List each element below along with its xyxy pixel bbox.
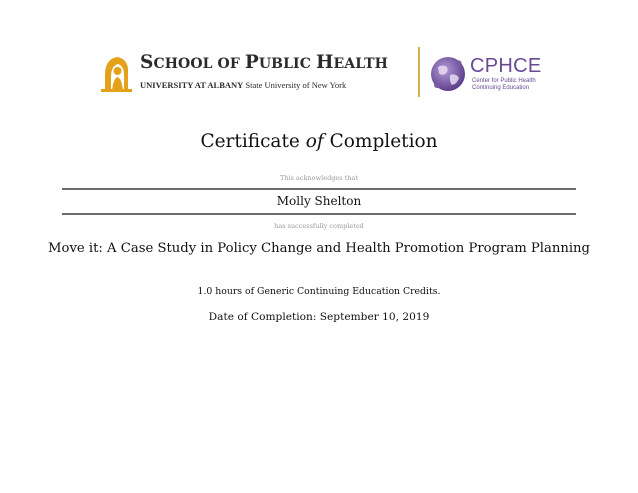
cphce-name: CPHCE: [470, 55, 542, 77]
globe-icon: [429, 55, 467, 93]
university-subtitle: UNIVERSITY AT ALBANY State University of New York: [140, 80, 347, 90]
credits-text: 1.0 hours of Generic Continuing Education Credits.: [197, 286, 441, 297]
completion-date: Date of Completion: September 10, 2019: [208, 311, 430, 323]
completed-text: has successfully completed: [274, 222, 364, 230]
logo-divider: [418, 47, 420, 97]
certificate-title: Certificate of Completion: [200, 131, 438, 152]
logo-bar: [0, 0, 638, 110]
school-of-public-health-title: SCHOOL OF PUBLIC HEALTH: [140, 52, 388, 73]
acknowledges-text: This acknowledges that: [280, 174, 358, 182]
cphce-description: Center for Public Health Continuing Education: [472, 78, 536, 91]
divider-top: [62, 188, 576, 190]
recipient-name: Molly Shelton: [276, 194, 362, 208]
divider-bottom: [62, 213, 576, 215]
course-title: Move it: A Case Study in Policy Change and Health Promotion Program Planning: [48, 241, 590, 256]
minerva-emblem-icon: [99, 53, 134, 93]
